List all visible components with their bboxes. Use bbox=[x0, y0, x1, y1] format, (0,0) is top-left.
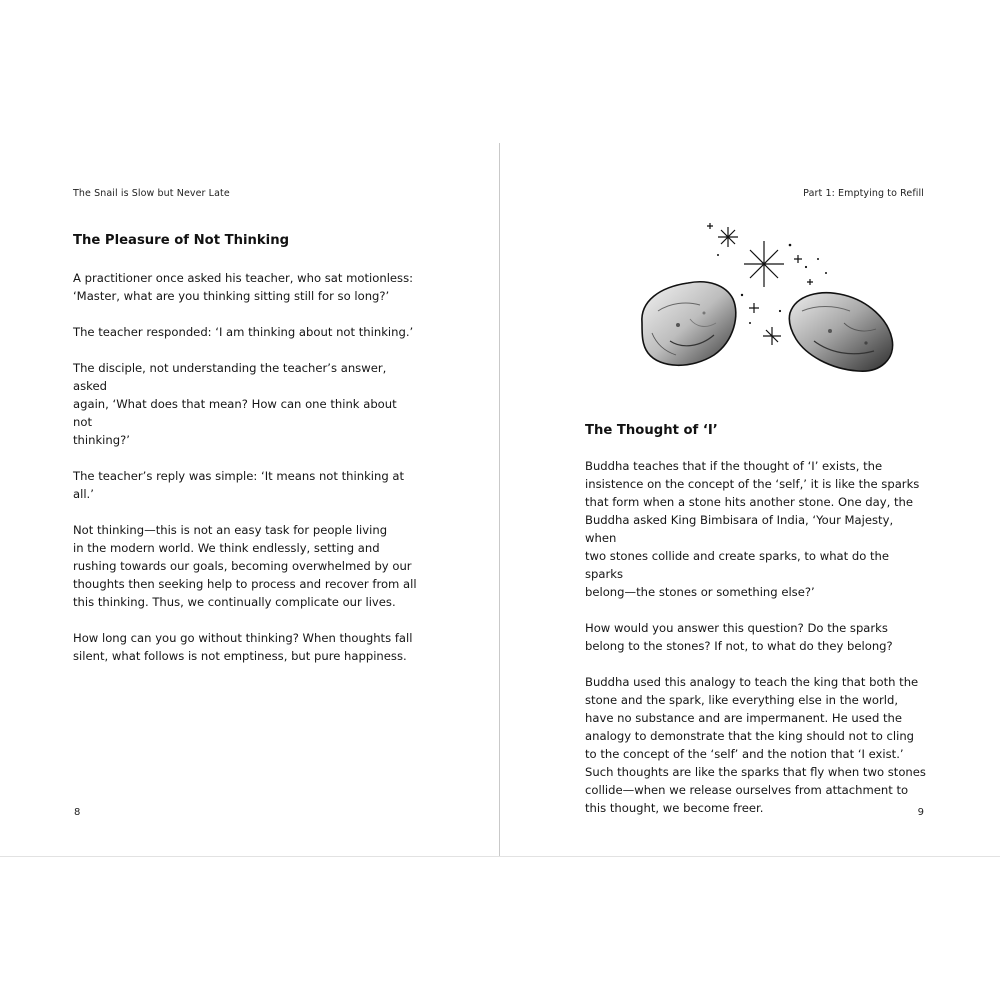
right-stone bbox=[789, 293, 892, 371]
section-title-left: The Pleasure of Not Thinking bbox=[73, 233, 290, 248]
paragraph: Not thinking—this is not an easy task for people living in the modern world. We think endlessly, setting and rushing towards our goals, becoming overwhelmed by our thoughts then seeking help to process and recover from all this thinking. Thus, we continually complicate our lives. bbox=[73, 523, 417, 609]
paragraph: Buddha used this analogy to teach the king that both the stone and the spark, like everything else in the world, have no substance and are impermanent. He used the analogy to demonstrate that the king should not to cling to the concept of the ‘self’ and the notion that ‘I exist.’ Such thoughts are like the sparks that fly when two stones collide—when we release ourselves from attachment to this thought, we become freer. bbox=[585, 675, 926, 815]
paragraph: The teacher responded: ‘I am thinking about not thinking.’ bbox=[73, 325, 414, 339]
paragraph: How long can you go without thinking? When thoughts fall silent, what follows is not emptiness, but pure happiness. bbox=[73, 631, 413, 663]
right-page bbox=[500, 143, 1000, 856]
paragraph: The disciple, not understanding the teacher’s answer, asked again, ‘What does that mean? How can one think about not thinking?’ bbox=[73, 361, 397, 447]
paragraph: How would you answer this question? Do the sparks belong to the stones? If not, to what do they belong? bbox=[585, 621, 893, 653]
running-header-left: The Snail is Slow but Never Late bbox=[73, 188, 230, 199]
section-title-right: The Thought of ‘I’ bbox=[585, 423, 718, 438]
page-number-left: 8 bbox=[74, 807, 81, 818]
body-text-right bbox=[585, 457, 927, 835]
body-text-left bbox=[73, 269, 418, 683]
running-header-right: Part 1: Emptying to Refill bbox=[803, 188, 924, 199]
paragraph: Buddha teaches that if the thought of ‘I’ exists, the insistence on the concept of the ‘self,’ it is like the sparks that form when a stone hits another stone. One day, the Buddha asked King Bimbisara of India, ‘Your Majesty, when two stones collide and create sparks, to what do the sparks belong—the stones or something else?’ bbox=[585, 459, 920, 599]
left-page bbox=[0, 143, 499, 856]
paragraph: The teacher’s reply was simple: ‘It means not thinking at all.’ bbox=[73, 469, 405, 501]
paragraph: A practitioner once asked his teacher, who sat motionless: ‘Master, what are you thinking sitting still for so long?’ bbox=[73, 271, 414, 303]
two-stones-with-sparks-icon bbox=[630, 215, 910, 405]
left-stone bbox=[642, 282, 736, 365]
page-number-right: 9 bbox=[917, 807, 924, 818]
